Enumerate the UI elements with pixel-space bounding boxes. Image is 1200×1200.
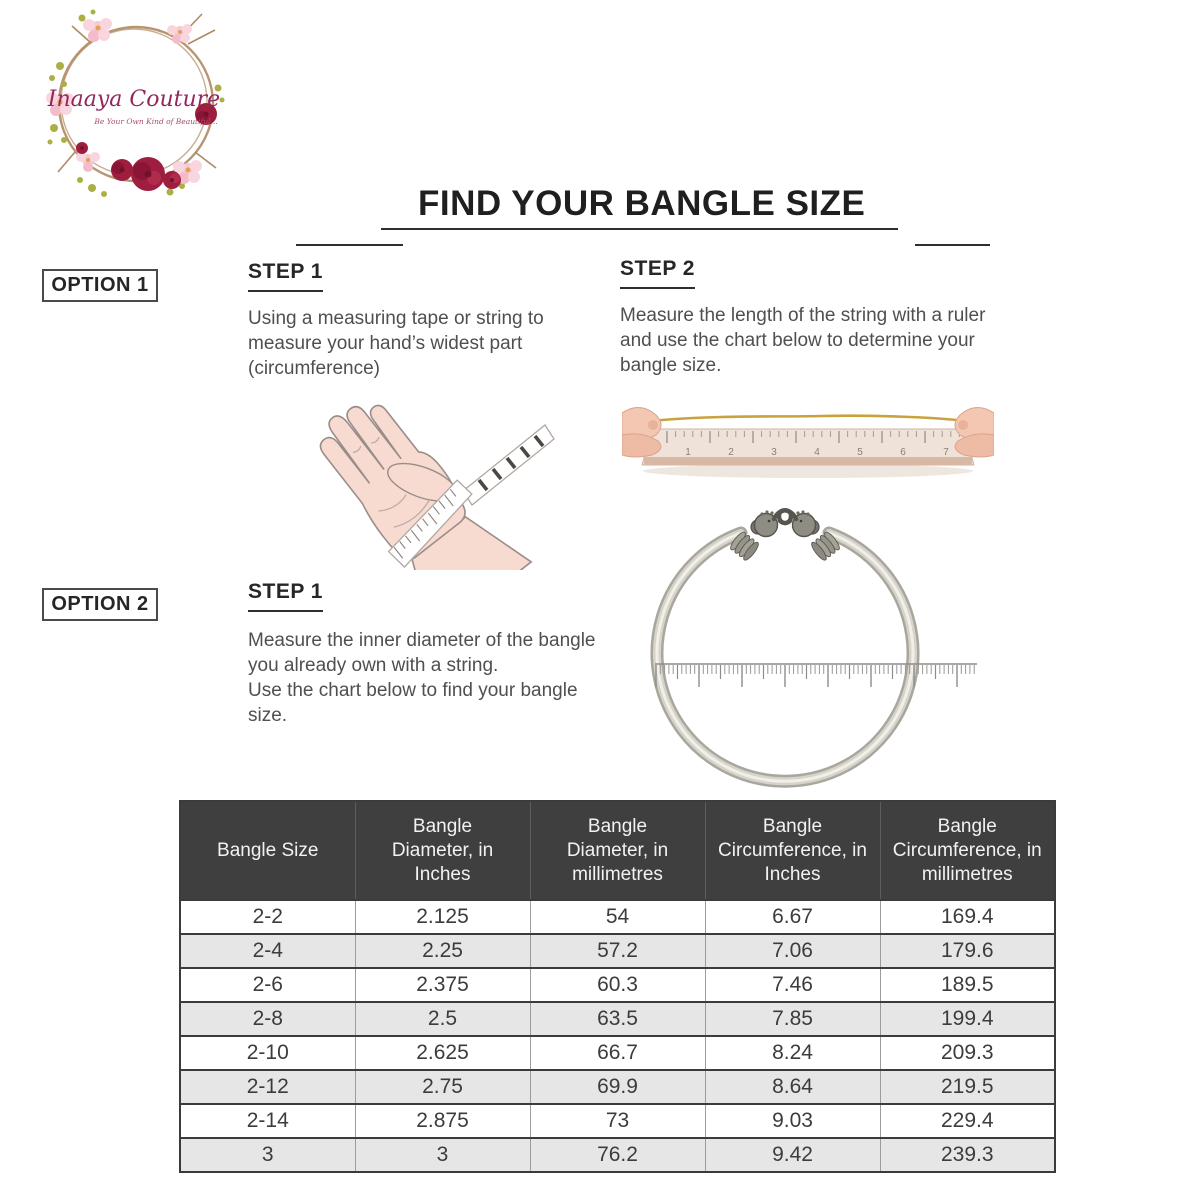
cell: 2.25 (355, 934, 530, 968)
step1b-text (248, 628, 628, 728)
cell: 189.5 (880, 968, 1055, 1002)
cell: 69.9 (530, 1070, 705, 1104)
cell: 2.75 (355, 1070, 530, 1104)
cell: 3 (180, 1138, 355, 1172)
cell: 57.2 (530, 934, 705, 968)
svg-text:1: 1 (685, 447, 691, 458)
cell: 2.375 (355, 968, 530, 1002)
cell: 63.5 (530, 1002, 705, 1036)
bangle-right-end (779, 510, 842, 562)
step2-line: Measure the length of the string with a ruler (620, 305, 986, 326)
cell: 239.3 (880, 1138, 1055, 1172)
cell: 73 (530, 1104, 705, 1138)
table-row (180, 1104, 1055, 1138)
cell: 2-4 (180, 934, 355, 968)
step1-heading: STEP 1 (248, 260, 323, 292)
cell: 66.7 (530, 1036, 705, 1070)
svg-text:2: 2 (728, 447, 734, 458)
header-diameter-mm: Bangle Diameter, in millimetres (530, 801, 705, 900)
cell: 179.6 (880, 934, 1055, 968)
cell: 2.625 (355, 1036, 530, 1070)
ruler-string-photo (622, 383, 994, 483)
cell: 2-6 (180, 968, 355, 1002)
brand-logo (30, 2, 242, 204)
tape-free-end (463, 425, 554, 505)
svg-text:7: 7 (943, 447, 949, 458)
left-hand-fingers (622, 407, 661, 457)
table-row (180, 934, 1055, 968)
cell: 3 (355, 1138, 530, 1172)
step1-line: (circumference) (248, 358, 380, 379)
page-title: FIND YOUR BANGLE SIZE (418, 184, 866, 223)
cell: 2.875 (355, 1104, 530, 1138)
cell: 209.3 (880, 1036, 1055, 1070)
bangle-left-end (728, 510, 791, 562)
option-2-box (42, 588, 158, 621)
svg-text:4: 4 (814, 447, 820, 458)
step1b-line: Measure the inner diameter of the bangle (248, 630, 596, 651)
decorative-line-left (296, 244, 403, 246)
decorative-line-right (915, 244, 990, 246)
ruler-edge (644, 457, 972, 465)
option1-step2 (620, 257, 1020, 378)
cell: 2-14 (180, 1104, 355, 1138)
string (650, 416, 966, 421)
step2-line: and use the chart below to determine your (620, 330, 975, 351)
bangle-ring (657, 533, 913, 781)
cell: 8.24 (705, 1036, 880, 1070)
cell: 76.2 (530, 1138, 705, 1172)
ruler-ticks (666, 431, 967, 445)
header-circumference-mm: Bangle Circumference, in millimetres (880, 801, 1055, 900)
cell: 9.42 (705, 1138, 880, 1172)
table-row (180, 900, 1055, 934)
hand-measure-illustration (255, 363, 555, 570)
brand-tagline: Be Your Own Kind of Beautiful... (94, 117, 218, 126)
option-1-label: OPTION 1 (51, 274, 149, 296)
cell: 199.4 (880, 1002, 1055, 1036)
cell: 2.5 (355, 1002, 530, 1036)
cell: 6.67 (705, 900, 880, 934)
cell: 169.4 (880, 900, 1055, 934)
title-underline (381, 228, 898, 230)
cell: 219.5 (880, 1070, 1055, 1104)
cell: 9.03 (705, 1104, 880, 1138)
cell: 2-2 (180, 900, 355, 934)
table-row (180, 1070, 1055, 1104)
cell: 2-8 (180, 1002, 355, 1036)
cell: 8.64 (705, 1070, 880, 1104)
step2-heading: STEP 2 (620, 257, 695, 289)
step1b-line: Use the chart below to find your bangle (248, 680, 578, 701)
header-circumference-inches: Bangle Circumference, in Inches (705, 801, 880, 900)
option-1-box (42, 269, 158, 302)
option-2-label: OPTION 2 (51, 593, 149, 615)
size-chart-header (180, 801, 1055, 900)
size-chart-table (179, 800, 1056, 1173)
cell: 2.125 (355, 900, 530, 934)
cell: 7.46 (705, 968, 880, 1002)
inner-ruler (655, 664, 977, 689)
cell: 2-10 (180, 1036, 355, 1070)
cell: 229.4 (880, 1104, 1055, 1138)
ruler-shadow (643, 464, 973, 478)
step1b-line: size. (248, 705, 288, 726)
step1b-heading: STEP 1 (248, 580, 323, 612)
cell: 7.06 (705, 934, 880, 968)
cell: 54 (530, 900, 705, 934)
svg-text:5: 5 (857, 447, 863, 458)
cell: 7.85 (705, 1002, 880, 1036)
table-row (180, 1138, 1055, 1172)
table-row (180, 1002, 1055, 1036)
table-row (180, 968, 1055, 1002)
cell: 2-12 (180, 1070, 355, 1104)
step1-line: measure your hand’s widest part (248, 333, 523, 354)
bangle-photo (630, 495, 1005, 795)
step1b-line: you already own with a string. (248, 655, 499, 676)
header-diameter-inches: Bangle Diameter, in Inches (355, 801, 530, 900)
step2-line: bangle size. (620, 355, 722, 376)
table-row (180, 1036, 1055, 1070)
option2-step1 (248, 580, 628, 728)
right-hand-fingers (955, 407, 994, 457)
step1-line: Using a measuring tape or string to (248, 308, 544, 329)
svg-text:6: 6 (900, 447, 906, 458)
step2-text (620, 303, 1020, 378)
svg-text:3: 3 (771, 447, 777, 458)
cell: 60.3 (530, 968, 705, 1002)
brand-name: Inaaya Couture (47, 87, 221, 112)
header-bangle-size: Bangle Size (180, 801, 355, 900)
